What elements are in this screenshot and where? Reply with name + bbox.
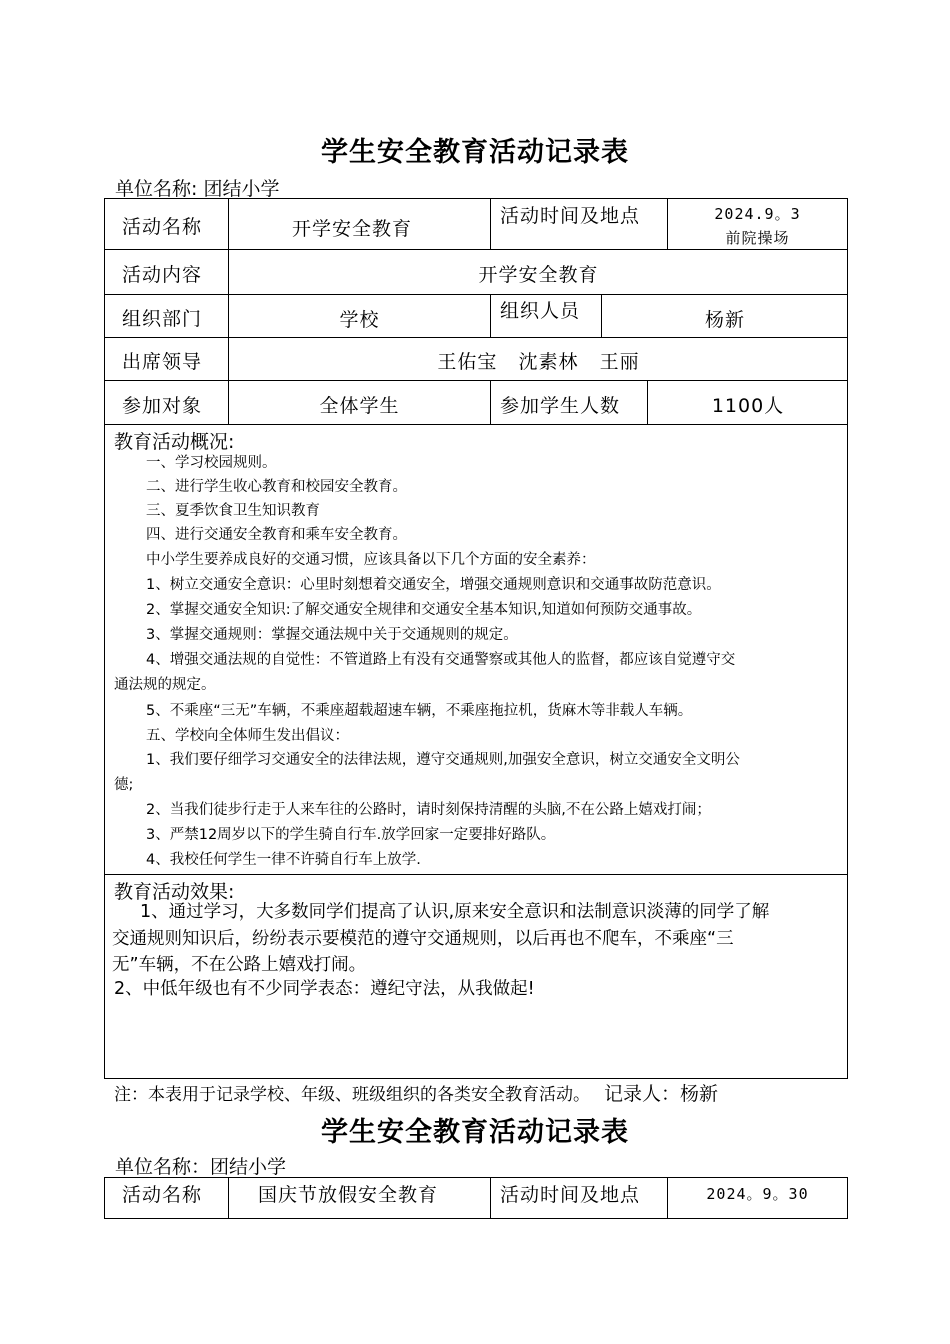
overview-line: 一、学习校园规则。 [146, 455, 277, 471]
activity-name-label-2: 活动名称 [122, 1184, 203, 1206]
effect-title: 教育活动效果: [114, 881, 235, 903]
leaders-label: 出席领导 [122, 351, 203, 373]
dept-value: 学校 [339, 309, 380, 331]
overview-line: 1、树立交通安全意识：心里时刻想着交通安全，增强交通规则意识和交通事故防范意识。 [146, 577, 721, 593]
unit-name-2: 单位名称：团结小学 [115, 1156, 287, 1178]
effect-line: 无”车辆，不在公路上嬉戏打闹。 [112, 955, 367, 975]
overview-line: 2、掌握交通安全知识:了解交通安全规律和交通安全基本知识,知道如何预防交通事故。 [146, 602, 702, 618]
overview-line: 1、我们要仔细学习交通安全的法律法规，遵守交通规则,加强安全意识，树立交通安全文明公 [146, 752, 740, 768]
overview-title: 教育活动概况: [114, 431, 235, 453]
overview-line: 4、增强交通法规的自觉性：不管道路上有没有交通警察或其他人的监督，都应该自觉遵守交 [146, 652, 736, 668]
overview-line: 德; [114, 777, 134, 793]
participants-label: 参加对象 [122, 395, 203, 417]
activity-name-value-2: 国庆节放假安全教育 [258, 1184, 439, 1206]
overview-line: 3、严禁12周岁以下的学生骑自行车.放学回家一定要排好路队。 [146, 827, 556, 843]
time-place-label-2: 活动时间及地点 [500, 1184, 641, 1206]
overview-line: 通法规的规定。 [114, 677, 216, 693]
form-title-2: 学生安全教育活动记录表 [321, 1117, 629, 1148]
count-value: 1100人 [711, 395, 785, 417]
activity-date-2: 2024。9。30 [706, 1185, 809, 1203]
dept-label: 组织部门 [122, 308, 203, 330]
overview-line: 五、学校向全体师生发出倡议： [146, 728, 349, 744]
note-text: 注：本表用于记录学校、年级、班级组织的各类安全教育活动。 [114, 1085, 590, 1105]
overview-line: 4、我校任何学生一律不许骑自行车上放学. [146, 852, 421, 868]
activity-date: 2024.9。3 [714, 205, 801, 223]
overview-line: 3、掌握交通规则：掌握交通法规中关于交通规则的规定。 [146, 627, 518, 643]
footnote [114, 1079, 718, 1106]
overview-line: 三、夏季饮食卫生知识教育 [146, 503, 320, 519]
leaders-value: 王佑宝 沈素林 王丽 [437, 351, 640, 373]
overview-line: 中小学生要养成良好的交通习惯，应该具备以下几个方面的安全素养： [146, 552, 596, 568]
unit-name: 单位名称: 团结小学 [115, 178, 280, 200]
overview-line: 5、不乘座“三无”车辆，不乘座超载超速车辆，不乘座拖拉机，货麻木等非载人车辆。 [146, 703, 693, 719]
content-label: 活动内容 [122, 264, 203, 286]
overview-line: 二、进行学生收心教育和校园安全教育。 [146, 479, 407, 495]
participants-value: 全体学生 [319, 395, 400, 417]
effect-line: 1、通过学习，大多数同学们提高了认识,原来安全意识和法制意识淡薄的同学了解 [140, 902, 770, 922]
effect-line: 交通规则知识后，纷纷表示要模范的遵守交通规则，以后再也不爬车，不乘座“三 [112, 929, 734, 949]
overview-line: 四、进行交通安全教育和乘车安全教育。 [146, 527, 407, 543]
activity-place: 前院操场 [725, 229, 790, 247]
recorder: 记录人：杨新 [604, 1083, 719, 1105]
activity-name-value: 开学安全教育 [292, 218, 413, 240]
overview-line: 2、当我们徒步行走于人来车往的公路时，请时刻保持清醒的头脑,不在公路上嬉戏打闹； [146, 802, 711, 818]
form-title: 学生安全教育活动记录表 [321, 137, 629, 168]
time-place-label: 活动时间及地点 [500, 205, 641, 227]
effect-line: 2、中低年级也有不少同学表态：遵纪守法，从我做起! [114, 979, 535, 999]
activity-name-label: 活动名称 [122, 216, 203, 238]
organizer-label: 组织人员 [500, 300, 581, 322]
content-value: 开学安全教育 [478, 264, 599, 286]
organizer-value: 杨新 [704, 309, 745, 331]
count-label: 参加学生人数 [500, 395, 621, 417]
